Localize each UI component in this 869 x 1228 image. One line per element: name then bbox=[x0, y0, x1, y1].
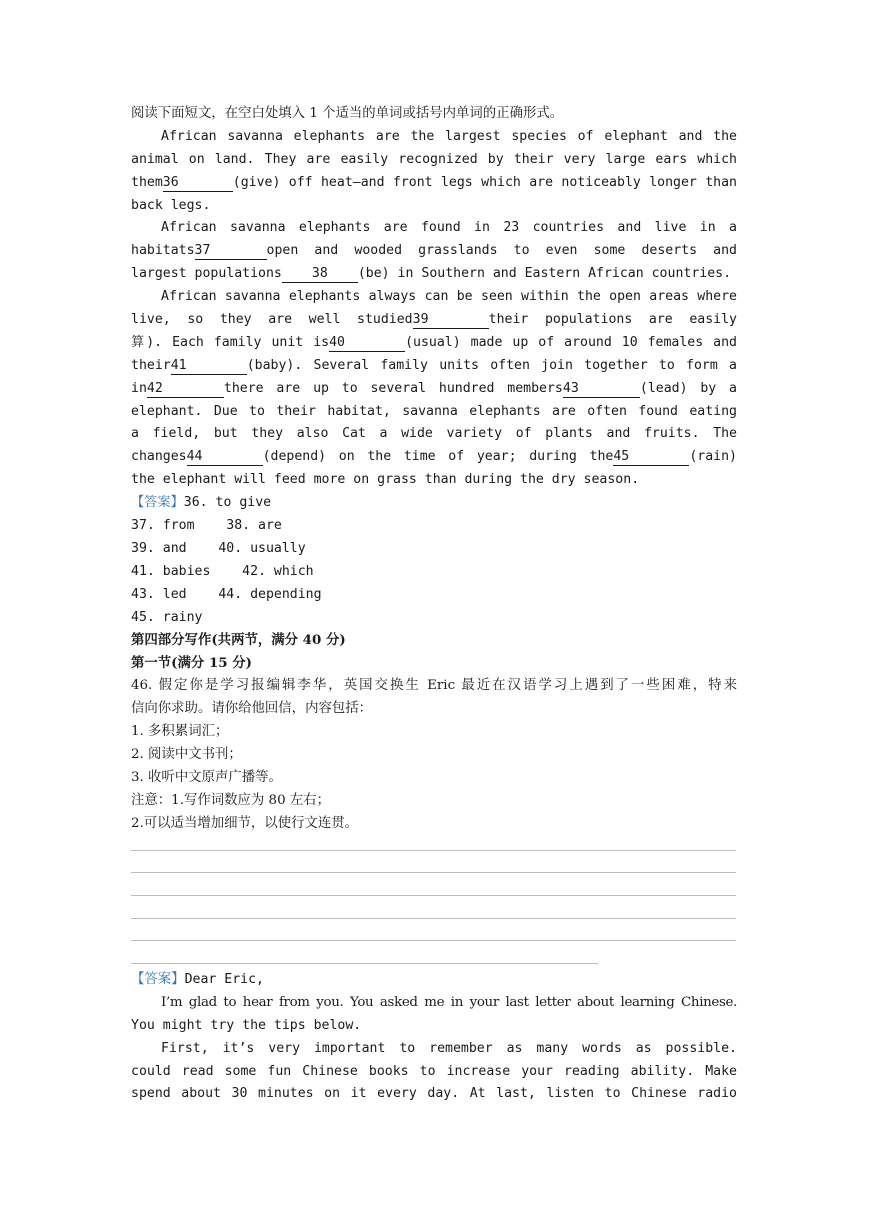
task-note: 注意：1.写作词数应为 80 左右； bbox=[131, 792, 331, 808]
answer-line: First, it’s very important to remember as many words as possible. bbox=[161, 1040, 737, 1056]
task-note: 2.可以适当增加细节，以使行文连贯。 bbox=[131, 815, 359, 831]
answer-line bbox=[131, 969, 737, 992]
passage-text: them bbox=[131, 174, 163, 190]
answer-line: 41. babies 42. which bbox=[131, 563, 314, 579]
answer-tag: 【答案】 bbox=[131, 495, 184, 511]
answer-text: 36. to give bbox=[183, 495, 272, 511]
blank-37[interactable]: 37 bbox=[195, 243, 267, 260]
passage-text: there are up to several hundred members bbox=[223, 380, 563, 396]
passage-line: a field, but they also Cat a wide variety of plants and fruits. The bbox=[131, 426, 737, 442]
answer-tag: 【答案】 bbox=[131, 972, 185, 987]
answer-line bbox=[131, 492, 737, 515]
passage-text: changes bbox=[131, 449, 187, 465]
passage-line bbox=[131, 446, 737, 469]
passage-line: back legs. bbox=[131, 197, 211, 213]
blank-45[interactable]: 45 bbox=[613, 449, 689, 466]
writing-line[interactable] bbox=[131, 963, 598, 964]
passage-line bbox=[131, 240, 737, 263]
task-line: 信向你求助。请你给他回信，内容包括： bbox=[131, 701, 373, 717]
blank-41[interactable]: 41 bbox=[171, 358, 247, 375]
passage-line: African savanna elephants are found in 23 countries and live in a bbox=[161, 220, 737, 236]
answer-line: could read some fun Chinese books to increase your reading ability. Make bbox=[131, 1063, 737, 1079]
answer-line: 39. and 40. usually bbox=[131, 540, 306, 556]
passage-line: African savanna elephants always can be seen within the open areas where bbox=[161, 289, 737, 305]
passage-line: African savanna elephants are the largest species of elephant and the bbox=[161, 128, 737, 144]
passage-line bbox=[131, 355, 737, 378]
passage-text: largest populations bbox=[131, 266, 282, 282]
answer-line: 37. from 38. are bbox=[131, 518, 282, 534]
answer-line: 45. rainy bbox=[131, 609, 203, 625]
passage-line bbox=[131, 332, 737, 355]
passage-text: open and wooded grasslands to even some deserts and bbox=[266, 243, 737, 259]
passage-line bbox=[131, 309, 737, 332]
answer-greeting: Dear Eric, bbox=[184, 972, 264, 987]
passage-text: (be) in Southern and Eastern African countries. bbox=[357, 266, 732, 282]
passage-text: (usual) made up of around 10 females and bbox=[405, 334, 737, 350]
document-page bbox=[131, 103, 737, 836]
blank-39[interactable]: 39 bbox=[413, 312, 489, 329]
blank-36[interactable]: 36 bbox=[163, 175, 233, 192]
section-heading: 第四部分写作(共两节，满分 40 分) bbox=[131, 632, 346, 649]
blank-42[interactable]: 42 bbox=[147, 381, 224, 398]
passage-text: (give) off heat—and front legs which are noticeably longer than bbox=[232, 174, 737, 190]
sample-answer bbox=[131, 969, 737, 1106]
passage-text: habitats bbox=[131, 243, 195, 259]
task-item: 3. 收听中文原声广播等。 bbox=[131, 769, 282, 785]
passage-text: (baby). Several family units often join together to form a bbox=[246, 357, 737, 373]
writing-line[interactable] bbox=[131, 940, 736, 941]
passage-text: (lead) by a bbox=[639, 380, 737, 396]
blank-44[interactable]: 44 bbox=[187, 449, 263, 466]
passage-text: live, so they are well studied bbox=[131, 312, 413, 328]
answer-line: I’m glad to hear from you. You asked me in your last letter about learning Chinese. bbox=[161, 994, 737, 1010]
passage-line bbox=[131, 172, 737, 195]
section-heading: 第一节(满分 15 分) bbox=[131, 655, 252, 672]
passage-text: (depend) on the time of year; during the bbox=[262, 449, 614, 465]
passage-line bbox=[131, 263, 737, 286]
writing-line[interactable] bbox=[131, 918, 736, 919]
blank-40[interactable]: 40 bbox=[329, 335, 405, 352]
blank-38[interactable]: 38 bbox=[282, 266, 358, 283]
writing-line[interactable] bbox=[131, 872, 736, 873]
passage-line: animal on land. They are easily recognized by their very large ears which bbox=[131, 151, 737, 167]
task-line: 46. 假定你是学习报编辑李华，英国交换生 Eric 最近在汉语学习上遇到了一些困难，特来 bbox=[131, 678, 737, 694]
answer-line: 43. led 44. depending bbox=[131, 586, 322, 602]
answer-line: spend about 30 minutes on it every day. At last, listen to Chinese radio bbox=[131, 1086, 737, 1102]
passage-line: the elephant will feed more on grass than during the dry season. bbox=[131, 472, 640, 488]
instruction: 阅读下面短文，在空白处填入 1 个适当的单词或括号内单词的正确形式。 bbox=[131, 106, 564, 121]
passage-line: elephant. Due to their habitat, savanna elephants are often found eating bbox=[131, 403, 737, 419]
passage-line bbox=[131, 378, 737, 401]
passage-text: in bbox=[131, 380, 147, 396]
passage-text: their populations are easily bbox=[488, 312, 737, 328]
passage-text: their bbox=[131, 357, 171, 373]
writing-line[interactable] bbox=[131, 850, 736, 851]
writing-line[interactable] bbox=[131, 895, 736, 896]
passage-text: (rain) bbox=[689, 449, 737, 465]
passage-text: 算). Each family unit is bbox=[131, 334, 330, 350]
blank-43[interactable]: 43 bbox=[563, 381, 640, 398]
task-item: 1. 多积累词汇； bbox=[131, 724, 229, 740]
answer-line: You might try the tips below. bbox=[131, 1017, 362, 1033]
task-item: 2. 阅读中文书刊； bbox=[131, 746, 242, 762]
